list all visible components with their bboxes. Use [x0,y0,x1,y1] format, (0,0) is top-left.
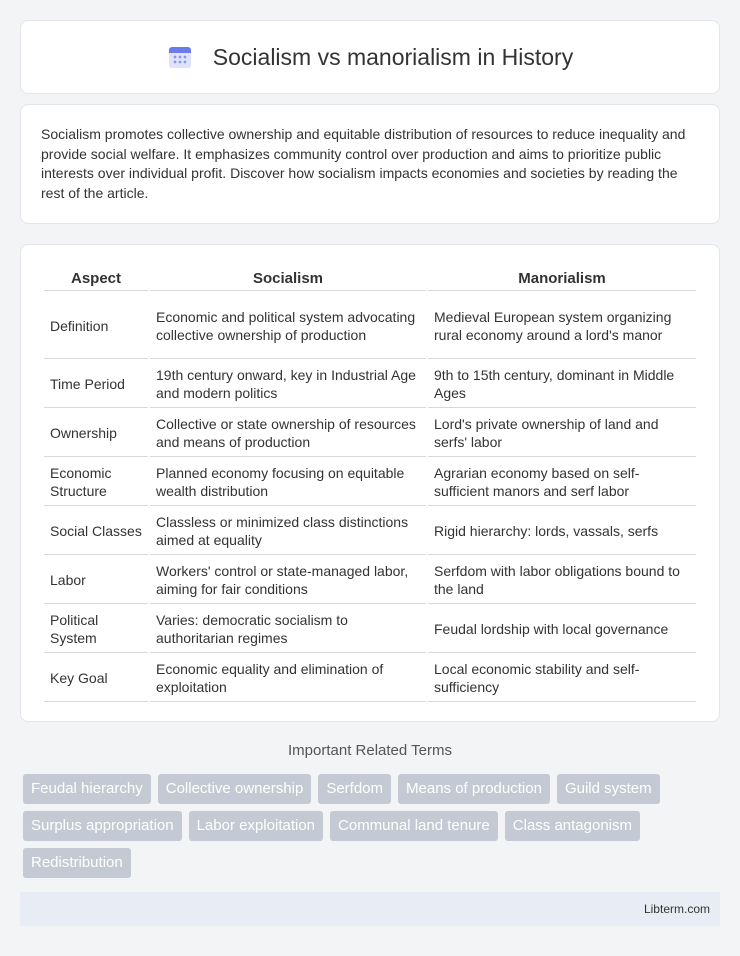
page-title: Socialism vs manorialism in History [212,43,574,70]
term-tag[interactable]: Feudal hierarchy [23,774,151,804]
cell-manorialism: 9th to 15th century, dominant in Middle Ages [428,361,696,408]
table-header-row [44,267,696,291]
related-terms-title: Important Related Terms [288,742,452,759]
table-row [44,655,696,702]
comparison-table [42,265,698,704]
cell-aspect: Labor [44,557,148,604]
intro-card [20,104,720,224]
intro-text: Socialism promotes collective ownership and equitable distribution of resources to reduce inequality and provide social welfare. It emphasizes community control over production and aims to prioritize public interests over individual profit. Discover how socialism impacts economies and societies by reading the rest of the article. [41,126,686,201]
term-tag[interactable]: Collective ownership [158,774,312,804]
term-tag[interactable]: Surplus appropriation [23,811,182,841]
cell-aspect: Time Period [44,361,148,408]
cell-aspect: Political System [44,606,148,653]
footer-site-link[interactable]: Libterm.com [643,902,710,916]
cell-socialism: Collective or state ownership of resources and means of production [150,410,426,457]
header-socialism: Socialism [150,267,426,291]
cell-aspect: Key Goal [44,655,148,702]
table-row [44,606,696,653]
table-row [44,293,696,359]
term-tag[interactable]: Guild system [557,774,660,804]
comparison-table-card [20,244,720,722]
term-tag[interactable]: Labor exploitation [189,811,323,841]
footer [20,892,720,926]
cell-aspect: Definition [44,293,148,359]
cell-manorialism: Lord's private ownership of land and serfs' labor [428,410,696,457]
cell-socialism: 19th century onward, key in Industrial Age and modern politics [150,361,426,408]
related-terms-list [23,774,723,885]
table-row [44,557,696,604]
cell-socialism: Varies: democratic socialism to authoritarian regimes [150,606,426,653]
cell-socialism: Workers' control or state-managed labor, aiming for fair conditions [150,557,426,604]
table-row [44,361,696,408]
table-row [44,508,696,555]
term-tag[interactable]: Redistribution [23,848,131,878]
cell-manorialism: Agrarian economy based on self-sufficient manors and serf labor [428,459,696,506]
term-tag[interactable]: Serfdom [318,774,391,804]
term-tag[interactable]: Communal land tenure [330,811,498,841]
cell-socialism: Economic equality and elimination of exploitation [150,655,426,702]
cell-manorialism: Feudal lordship with local governance [428,606,696,653]
cell-manorialism: Local economic stability and self-sufficiency [428,655,696,702]
cell-socialism: Classless or minimized class distinctions aimed at equality [150,508,426,555]
term-tag[interactable]: Class antagonism [505,811,640,841]
cell-aspect: Social Classes [44,508,148,555]
header-aspect: Aspect [44,267,148,291]
calendar-icon [167,44,193,70]
cell-socialism: Economic and political system advocating collective ownership of production [150,293,426,359]
cell-socialism: Planned economy focusing on equitable wealth distribution [150,459,426,506]
cell-manorialism: Serfdom with labor obligations bound to the land [428,557,696,604]
cell-aspect: Ownership [44,410,148,457]
header-manorialism: Manorialism [428,267,696,291]
term-tag[interactable]: Means of production [398,774,550,804]
table-row [44,459,696,506]
cell-manorialism: Medieval European system organizing rural economy around a lord's manor [428,293,696,359]
cell-aspect: Economic Structure [44,459,148,506]
table-row [44,410,696,457]
title-card [20,20,720,94]
cell-manorialism: Rigid hierarchy: lords, vassals, serfs [428,508,696,555]
